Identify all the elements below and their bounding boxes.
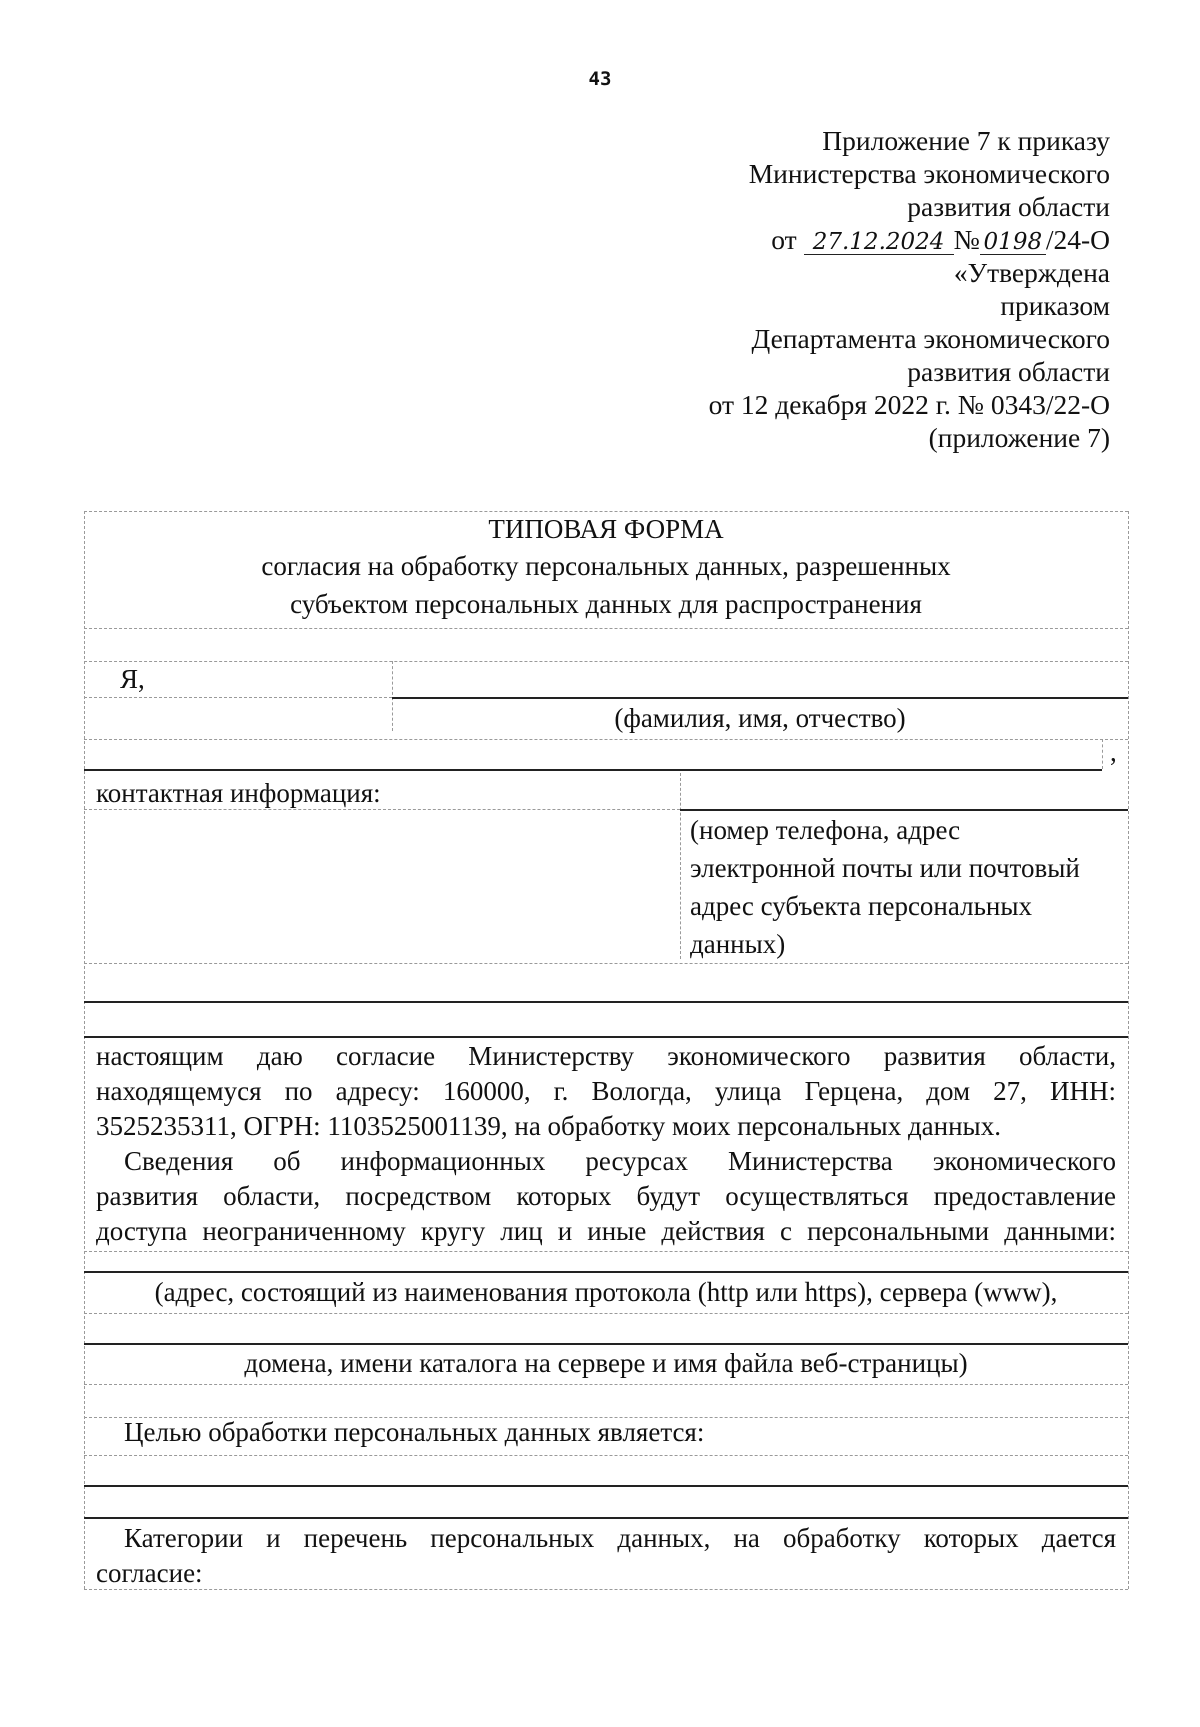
handwritten-order-number: 0198 xyxy=(980,230,1046,255)
header-line: приказом xyxy=(1000,290,1110,321)
contact-input-line[interactable] xyxy=(680,809,1128,811)
contact-label: контактная информация: xyxy=(96,778,381,808)
resources-text: развития области, посредством которых будут осуществляться предоставление xyxy=(96,1181,1116,1211)
consent-text: настоящим даю согласие Министерству экономического развития области, xyxy=(96,1041,1116,1071)
header-line: «Утверждена xyxy=(953,257,1110,288)
header-line: Приложение 7 к приказу xyxy=(822,125,1110,156)
form-subtitle: согласия на обработку персональных данных, разрешенных xyxy=(261,551,951,581)
row-divider xyxy=(84,963,1128,964)
header-line: Департамента экономического xyxy=(751,323,1110,354)
header-order-prefix: от xyxy=(771,224,797,255)
purpose-input-line[interactable] xyxy=(84,1517,1128,1519)
categories-text: Категории и перечень персональных данных, на обработку которых дается xyxy=(124,1523,1116,1553)
purpose-input-line[interactable] xyxy=(84,1485,1128,1487)
address-hint: домена, имени каталога на сервере и имя файла веб-страницы) xyxy=(244,1348,968,1378)
fio-hint: (фамилия, имя, отчество) xyxy=(614,703,906,733)
fio-input-line[interactable] xyxy=(392,697,1128,699)
row-divider xyxy=(84,1313,1128,1314)
header-line: развития области xyxy=(907,191,1110,222)
contact-hint: электронной почты или почтовый xyxy=(690,853,1080,883)
page-number: 43 xyxy=(588,68,612,90)
resources-text: доступа неограниченному кругу лиц и иные действия с персональными данными: xyxy=(96,1216,1116,1246)
row-divider xyxy=(84,1251,1128,1252)
row-divider xyxy=(84,1384,1128,1385)
header-order-suffix: /24-О xyxy=(1045,224,1110,255)
header-line: развития области xyxy=(907,356,1110,387)
resources-text: Сведения об информационных ресурсах Министерства экономического xyxy=(124,1146,1116,1176)
address-input-line[interactable] xyxy=(84,1343,1128,1345)
cell-divider xyxy=(1102,739,1103,769)
blank-input-line[interactable] xyxy=(84,1036,1128,1038)
blank-input-line[interactable] xyxy=(84,1001,1128,1003)
row-divider xyxy=(84,628,1128,629)
contact-hint: данных) xyxy=(690,929,786,959)
consent-form-table xyxy=(84,511,1128,1589)
row-divider xyxy=(84,739,1128,740)
cell-divider xyxy=(680,773,681,959)
consent-text: находящемуся по адресу: 160000, г. Вологда, улица Герцена, дом 27, ИНН: xyxy=(96,1076,1116,1106)
row-divider xyxy=(84,809,680,810)
contact-hint: адрес субъекта персональных xyxy=(690,891,1032,921)
consent-text: 3525235311, ОГРН: 1103525001139, на обработку моих персональных данных. xyxy=(96,1111,1001,1141)
handwritten-order-date: 27.12.2024 xyxy=(804,230,954,255)
header-order-no: № xyxy=(953,224,980,255)
contact-hint: (номер телефона, адрес xyxy=(690,815,961,845)
address-hint: (адрес, состоящий из наименования протокола (http или https), сервера (www), xyxy=(154,1277,1058,1307)
i-label: Я, xyxy=(120,664,145,694)
table-border-right xyxy=(1128,511,1129,1589)
table-border-left xyxy=(84,511,85,1589)
table-border-bottom xyxy=(84,1589,1128,1590)
document-header xyxy=(490,124,1110,454)
comma: , xyxy=(1110,737,1117,767)
categories-text: согласие: xyxy=(96,1558,203,1588)
table-border-top xyxy=(84,511,1128,512)
row-divider xyxy=(84,661,1128,662)
address-input-line[interactable] xyxy=(84,1271,1128,1273)
header-line: Министерства экономического xyxy=(748,158,1110,189)
row-divider xyxy=(84,697,392,698)
row-divider xyxy=(84,1455,1128,1456)
header-line: от 12 декабря 2022 г. № 0343/22-О xyxy=(708,389,1110,420)
header-order-line xyxy=(490,223,1110,256)
header-line: (приложение 7) xyxy=(928,422,1110,453)
form-subtitle: субъектом персональных данных для распространения xyxy=(290,589,922,619)
fio-continuation-line[interactable] xyxy=(84,769,1102,771)
purpose-label: Целью обработки персональных данных является: xyxy=(124,1417,705,1447)
form-title: ТИПОВАЯ ФОРМА xyxy=(488,514,724,544)
